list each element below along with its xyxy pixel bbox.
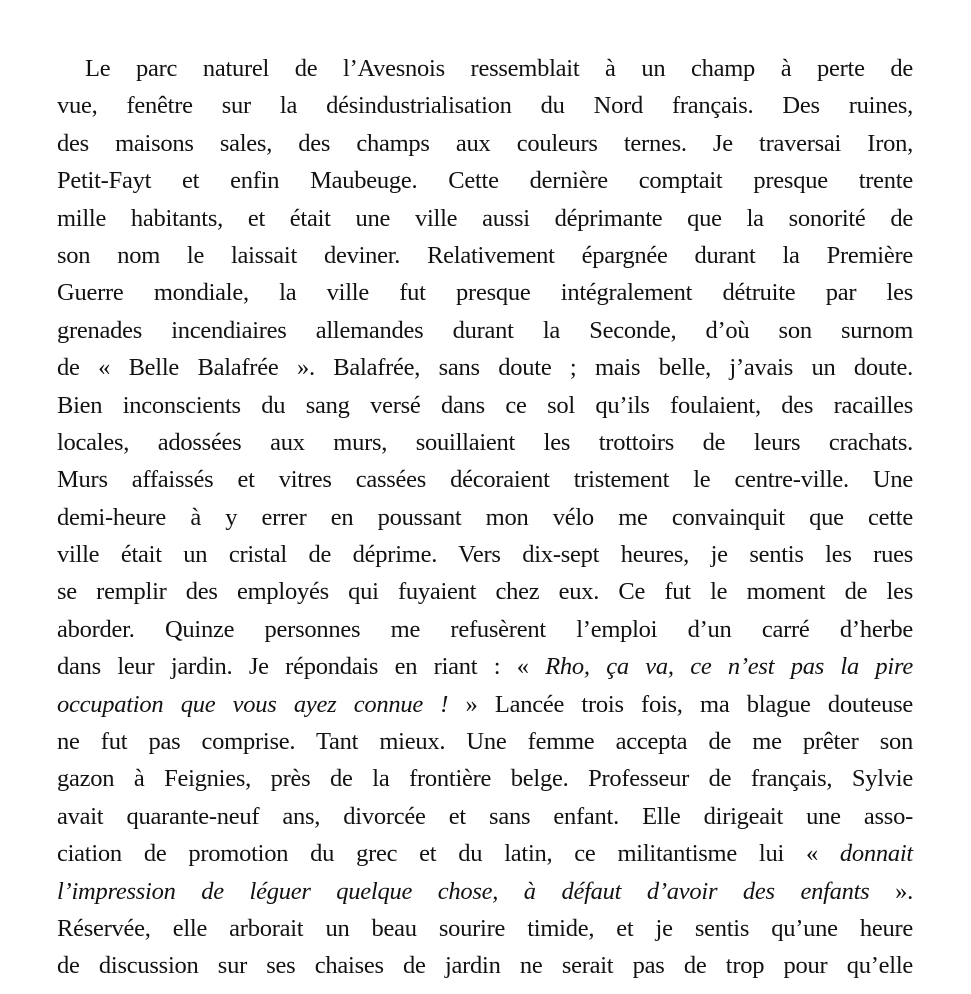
text-segment: vue, fenêtre sur la désindustrialisation du Nord français. Des ruines, (57, 92, 913, 120)
text-line (57, 499, 913, 536)
text-line (57, 237, 913, 274)
text-segment: ». (869, 877, 913, 905)
text-segment: locales, adossées aux murs, souillaient les trottoirs de leurs crachats. (57, 428, 913, 456)
text-line (57, 648, 913, 685)
text-line (57, 312, 913, 349)
text-line (57, 798, 913, 835)
body-text (57, 50, 913, 985)
text-line (57, 536, 913, 573)
italic-quote-segment: occupation que vous ayez connue ! (57, 690, 449, 718)
text-segment: se remplir des employés qui fuyaient chez eux. Ce fut le moment de les (57, 578, 913, 606)
text-line (57, 760, 913, 797)
text-segment: ciation de promotion du grec et du latin, ce militantisme lui « (57, 840, 840, 868)
text-segment: grenades incendiaires allemandes durant la Seconde, d’où son surnom (57, 316, 913, 344)
text-segment: son nom le laissait deviner. Relativement épargnée durant la Première (57, 241, 913, 269)
italic-quote-segment: donnait (839, 840, 913, 868)
text-line (57, 424, 913, 461)
italic-quote-segment: l’impression de léguer quelque chose, à défaut d’avoir des enfants (57, 877, 870, 905)
text-line (57, 611, 913, 648)
text-segment: » Lancée trois fois, ma blague douteuse (448, 690, 913, 718)
text-line (57, 349, 913, 386)
text-line (57, 873, 913, 910)
text-segment: de discussion sur ses chaises de jardin ne serait pas de trop pour qu’elle (57, 952, 913, 980)
text-segment: ville était un cristal de déprime. Vers dix-sept heures, je sentis les rues (57, 541, 913, 569)
text-segment: Petit-Fayt et enfin Maubeuge. Cette dernière comptait presque trente (57, 167, 913, 195)
text-line (57, 87, 913, 124)
text-line (57, 125, 913, 162)
text-segment: Murs affaissés et vitres cassées décoraient tristement le centre-ville. Une (57, 466, 913, 494)
text-line (57, 50, 913, 87)
italic-quote-segment: Rho, ça va, ce n’est pas la pire (545, 653, 913, 681)
text-line (57, 910, 913, 947)
text-segment: aborder. Quinze personnes me refusèrent l’emploi d’un carré d’herbe (57, 615, 913, 643)
text-line (57, 461, 913, 498)
text-line (57, 723, 913, 760)
text-line (57, 686, 913, 723)
text-segment: demi-heure à y errer en poussant mon vélo me convainquit que cette (57, 503, 913, 531)
text-line (57, 387, 913, 424)
text-segment: avait quarante-neuf ans, divorcée et sans enfant. Elle dirigeait une asso- (57, 802, 913, 830)
text-line (57, 947, 913, 984)
text-line (57, 200, 913, 237)
text-line (57, 274, 913, 311)
text-line (57, 835, 913, 872)
text-segment: ne fut pas comprise. Tant mieux. Une femme accepta de me prêter son (57, 728, 913, 756)
text-segment: Le parc naturel de l’Avesnois ressemblait à un champ à perte de (85, 55, 913, 82)
text-segment: Bien inconscients du sang versé dans ce sol qu’ils foulaient, des racailles (57, 391, 913, 419)
text-line (57, 162, 913, 199)
text-segment: gazon à Feignies, près de la frontière belge. Professeur de français, Sylvie (57, 765, 913, 793)
text-segment: Guerre mondiale, la ville fut presque intégralement détruite par les (57, 279, 913, 307)
text-segment: Réservée, elle arborait un beau sourire timide, et je sentis qu’une heure (57, 914, 913, 942)
text-segment: des maisons sales, des champs aux couleurs ternes. Je traversai Iron, (57, 129, 913, 157)
text-segment: mille habitants, et était une ville aussi déprimante que la sonorité de (57, 204, 913, 232)
text-segment: dans leur jardin. Je répondais en riant : « (57, 653, 546, 681)
text-segment: de « Belle Balafrée ». Balafrée, sans doute ; mais belle, j’avais un doute. (57, 354, 913, 382)
text-line (57, 573, 913, 610)
